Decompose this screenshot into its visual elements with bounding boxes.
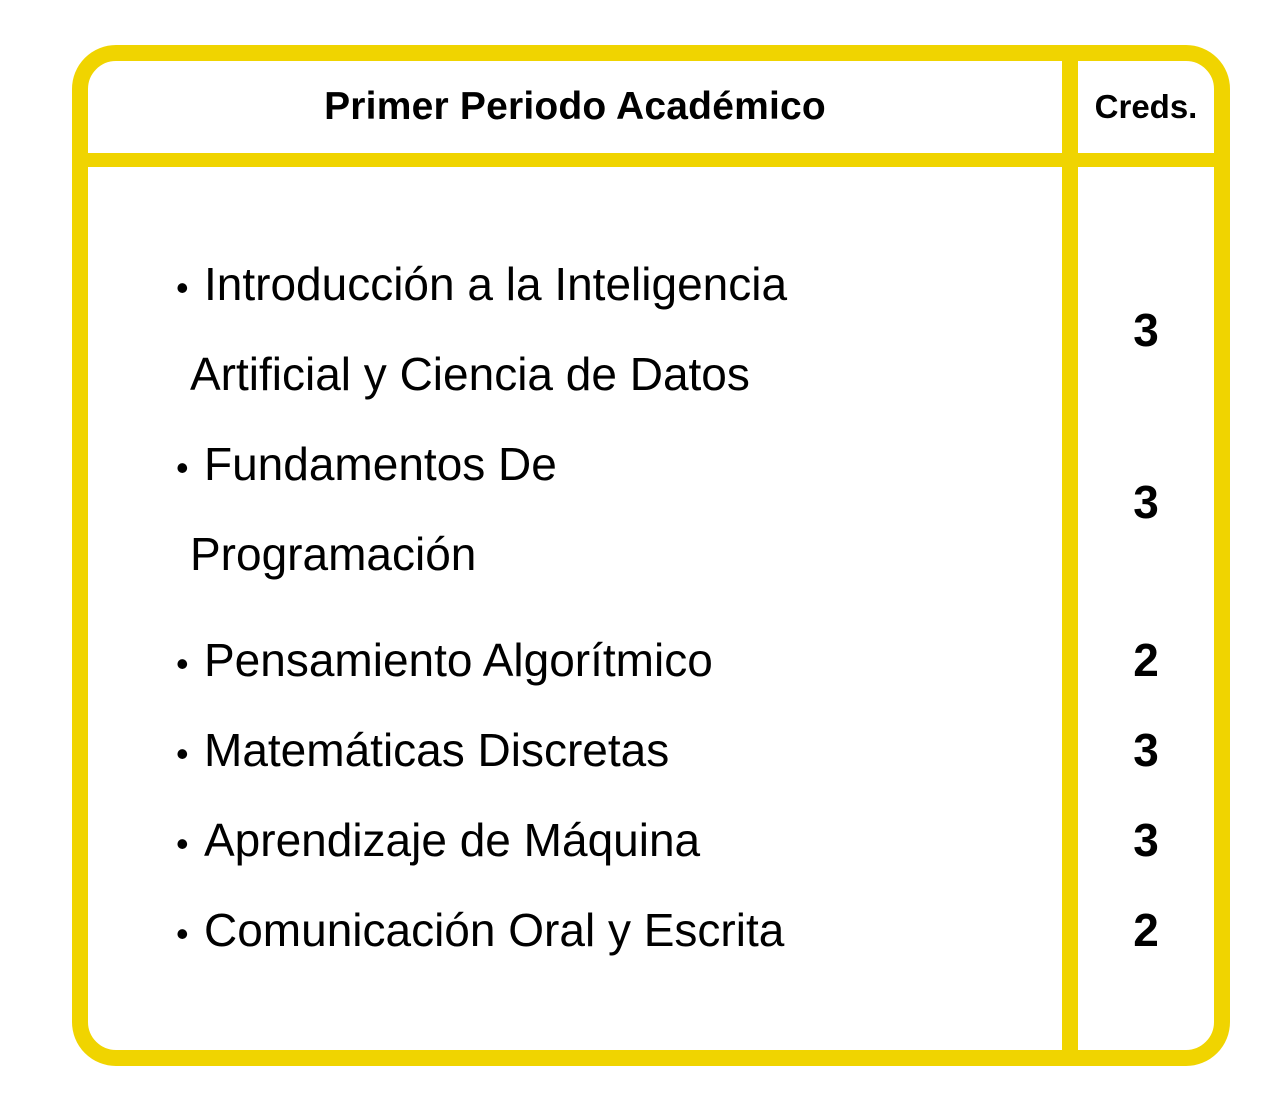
column-divider: [1062, 61, 1078, 1050]
course-credits: 3: [1133, 304, 1159, 356]
course-credits: 2: [1133, 904, 1159, 956]
course-name-line2: Artificial y Ciencia de Datos: [190, 348, 750, 400]
course-name: Matemáticas Discretas: [204, 724, 670, 776]
course-name-line1: Fundamentos De: [204, 438, 557, 490]
course-credits: 3: [1133, 814, 1159, 866]
course-item: [176, 724, 670, 777]
course-item: [176, 634, 713, 687]
bullet-icon: •: [176, 643, 189, 684]
bullet-icon: •: [176, 913, 189, 954]
credits-column-header: Creds.: [1094, 88, 1198, 125]
course-item: [176, 904, 785, 957]
course-name-line2: Programación: [190, 528, 477, 580]
header-divider: [88, 153, 1214, 167]
course-credits: 3: [1133, 476, 1159, 528]
course-item: [176, 438, 557, 580]
course-name: Comunicación Oral y Escrita: [204, 904, 785, 956]
course-item: [176, 814, 701, 867]
bullet-icon: •: [176, 823, 189, 864]
course-credits: 2: [1133, 634, 1159, 686]
bullet-icon: •: [176, 447, 189, 488]
bullet-icon: •: [176, 267, 189, 308]
course-name: Aprendizaje de Máquina: [204, 814, 701, 866]
course-credits: 3: [1133, 724, 1159, 776]
table-title: Primer Periodo Académico: [324, 85, 826, 128]
bullet-icon: •: [176, 733, 189, 774]
course-item: [176, 258, 788, 400]
course-table-card: [72, 45, 1230, 1066]
course-name: Pensamiento Algorítmico: [204, 634, 713, 686]
course-name-line1: Introducción a la Inteligencia: [204, 258, 788, 310]
